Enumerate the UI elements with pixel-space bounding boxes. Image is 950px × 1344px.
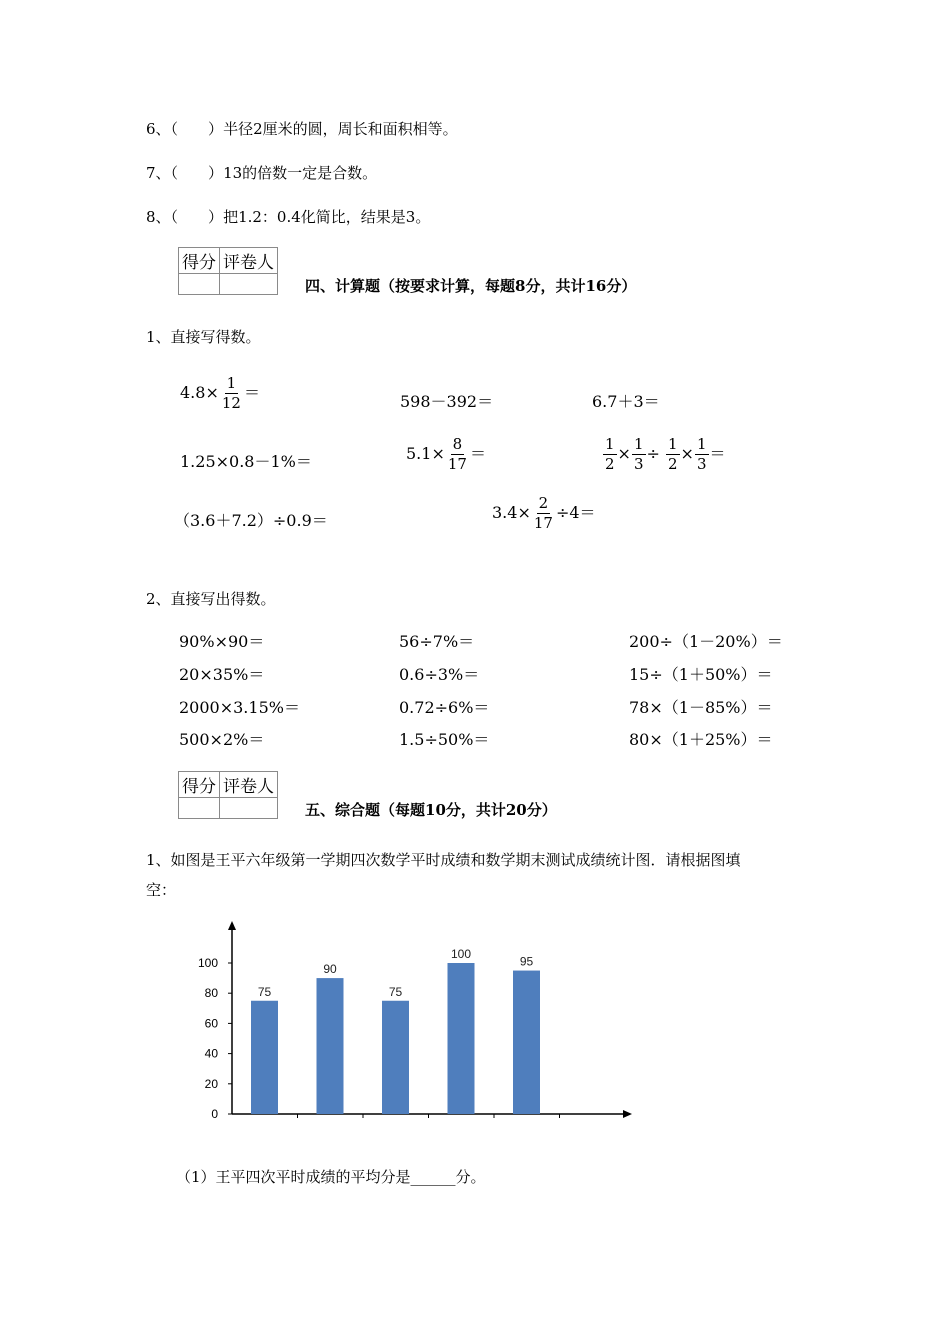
calc-expr: 0.72÷6%＝: [399, 698, 490, 717]
grader-header: 评卷人: [220, 772, 278, 798]
data-label: 95: [519, 954, 534, 969]
grader-cell[interactable]: [220, 274, 278, 295]
calc-expr: （3.6＋7.2）÷0.9＝: [174, 511, 328, 530]
calc-expr: 56÷7%＝: [399, 632, 475, 651]
calc-expr: 2000×3.15%＝: [179, 698, 300, 717]
calc-expr: 90%×90＝: [179, 632, 265, 651]
score-cell[interactable]: [179, 274, 220, 295]
calc-expr: 4.8× $\frac{1}{12}$ ＝: [180, 374, 260, 412]
calc-expr: $\frac{1}{2}$ × $\frac{1}{3}$ ÷ $\frac{1}{2}$ × $\frac{1}{3}$ ＝: [605, 435, 726, 473]
question-prompt: 1、直接写得数。: [146, 328, 261, 346]
score-header: 得分: [179, 772, 220, 798]
sub-question: （1）王平四次平时成绩的平均分是______分。: [176, 1168, 486, 1186]
bar-chart: [180, 912, 640, 1127]
judge-item-8: 8、（ ）把1.2：0.4化简比，结果是3。: [146, 208, 431, 226]
bar: [382, 1001, 409, 1114]
grader-cell[interactable]: [220, 798, 278, 819]
calc-expr: 200÷（1－20%）＝: [629, 632, 783, 651]
y-tick-labels: [198, 956, 218, 1121]
data-label: 90: [323, 962, 337, 977]
fraction: $\frac{2}{17}$: [533, 494, 553, 532]
calc-expr: 80×（1＋25%）＝: [629, 730, 773, 749]
data-label: 100: [450, 947, 472, 961]
bar: [251, 1001, 278, 1114]
score-table: [178, 247, 278, 295]
chart-axes: [228, 921, 632, 1118]
fraction: $\frac{1}{2}$: [668, 435, 678, 473]
calc-expr: 15÷（1＋50%）＝: [629, 665, 773, 684]
score-table: [178, 771, 278, 819]
y-axis-arrow: [228, 921, 236, 930]
y-tick-label: 80: [204, 986, 218, 1001]
fraction: $\frac{1}{3}$: [696, 435, 707, 473]
calc-expr: 1.25×0.8－1%＝: [180, 452, 312, 471]
score-header: 得分: [179, 248, 220, 274]
judge-item-7: 7、（ ）13的倍数一定是合数。: [146, 164, 378, 182]
calc-expr: 6.7＋3＝: [592, 392, 660, 411]
answer-blank[interactable]: （ ）: [170, 208, 224, 226]
bar: [448, 963, 475, 1114]
question-text: 1、如图是王平六年级第一学期四次数学平时成绩和数学期末测试成绩统计图．请根据图填: [146, 851, 741, 869]
calc-expr: 500×2%＝: [179, 730, 265, 749]
data-label: 75: [388, 984, 403, 999]
calc-expr: 1.5÷50%＝: [399, 730, 490, 749]
calc-expr: 0.6÷3%＝: [399, 665, 480, 684]
section-title: 四、计算题（按要求计算，每题8分，共计16分）: [305, 277, 637, 295]
y-tick-label: 60: [204, 1016, 218, 1031]
data-labels: [258, 947, 534, 999]
answer-blank[interactable]: （ ）: [170, 164, 224, 182]
calc-expr: 3.4× $\frac{2}{17}$ ÷4＝: [492, 494, 596, 532]
y-tick-label: 0: [211, 1107, 218, 1121]
y-tick-label: 100: [197, 956, 218, 970]
bar: [513, 971, 540, 1114]
score-cell[interactable]: [179, 798, 220, 819]
answer-blank[interactable]: （ ）: [170, 120, 224, 138]
fraction: $\frac{1}{12}$: [221, 374, 241, 412]
judge-item-6: 6、（ ）半径2厘米的圆，周长和面积相等。: [146, 120, 458, 138]
fraction: $\frac{8}{17}$: [447, 435, 467, 473]
calc-expr: 20×35%＝: [179, 665, 265, 684]
question-text: 空：: [146, 881, 177, 899]
bar: [317, 978, 344, 1114]
calc-expr: 5.1× $\frac{8}{17}$ ＝: [406, 435, 486, 473]
question-prompt: 2、直接写出得数。: [146, 590, 276, 608]
x-axis-arrow: [623, 1110, 632, 1118]
y-tick-label: 40: [204, 1046, 218, 1061]
calc-expr: 598－392＝: [400, 392, 494, 411]
fraction: $\frac{1}{2}$: [605, 435, 615, 473]
fraction: $\frac{1}{3}$: [633, 435, 644, 473]
y-tick-label: 20: [204, 1076, 218, 1091]
calc-expr: 78×（1－85%）＝: [629, 698, 773, 717]
section-title: 五、综合题（每题10分，共计20分）: [305, 801, 557, 819]
data-label: 75: [257, 984, 272, 999]
grader-header: 评卷人: [220, 248, 278, 274]
